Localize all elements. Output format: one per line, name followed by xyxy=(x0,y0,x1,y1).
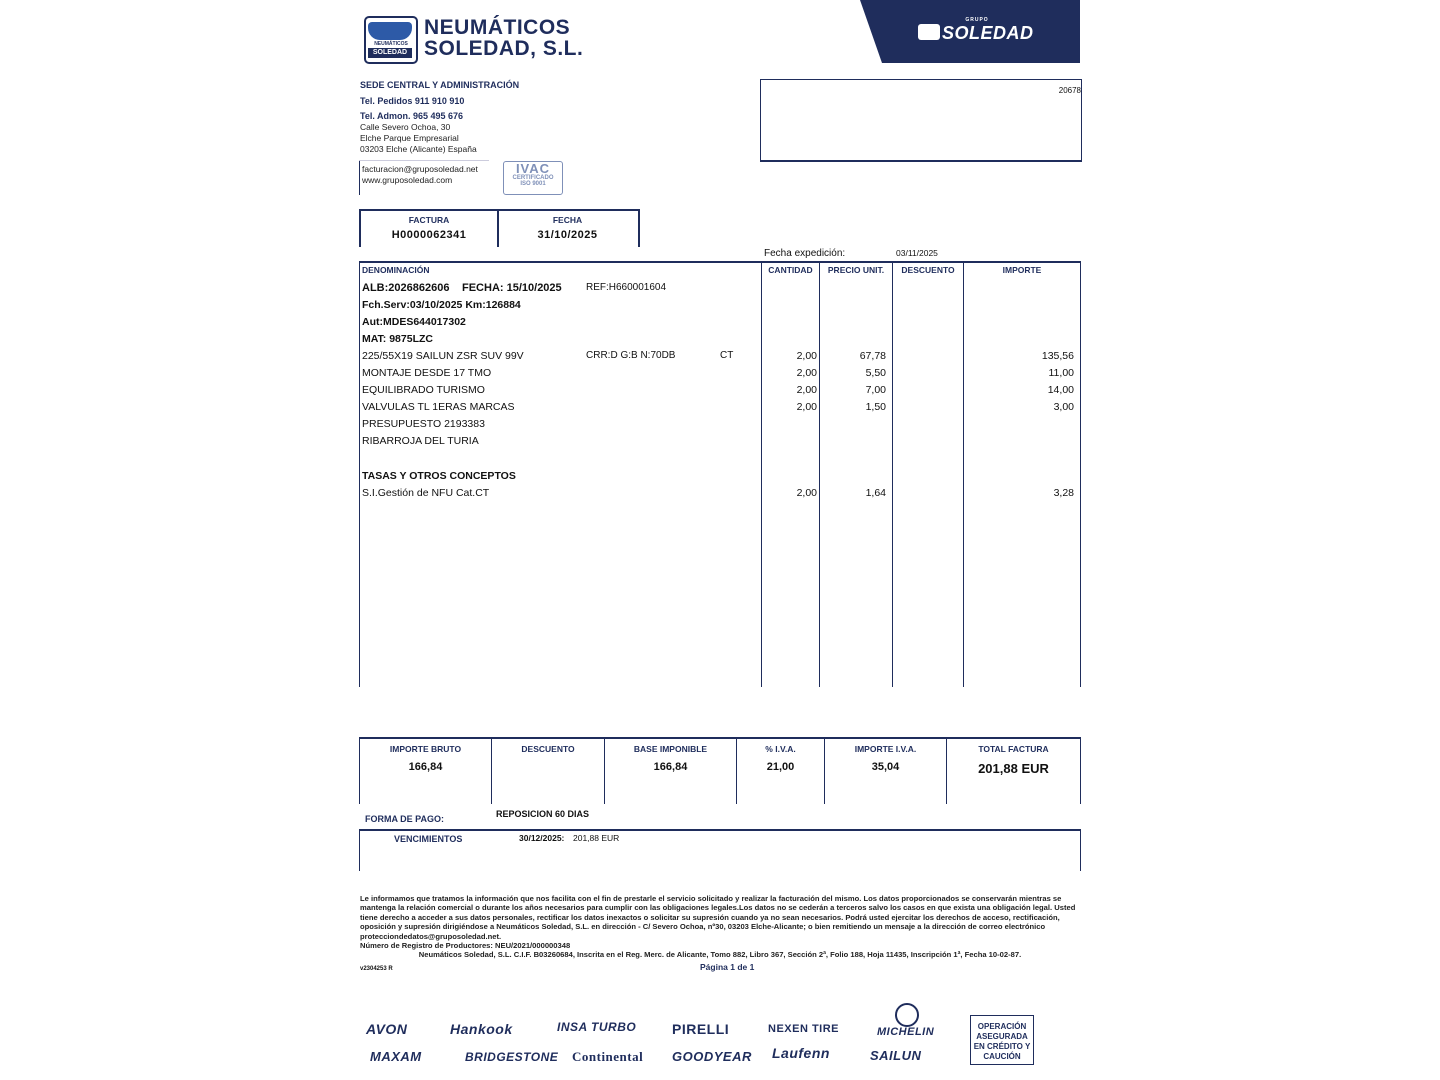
client-box xyxy=(760,79,1082,162)
brand-hankook: Hankook xyxy=(450,1021,513,1037)
base-label: BASE IMPONIBLE xyxy=(633,744,708,754)
iso-top: IVAC xyxy=(515,161,551,176)
email-link[interactable]: facturacion@gruposoledad.net xyxy=(362,164,478,174)
legal-notice xyxy=(360,894,1080,960)
brand-michelin: MICHELIN xyxy=(877,1026,935,1038)
total-label: TOTAL FACTURA xyxy=(978,744,1049,754)
base-value: 166,84 xyxy=(653,761,688,773)
address-line2: Elche Parque Empresarial xyxy=(360,133,459,143)
autorizacion: Aut:MDES644017302 xyxy=(362,316,466,328)
forma-pago-label: FORMA DE PAGO: xyxy=(365,814,444,824)
brand-continental: Continental xyxy=(572,1049,644,1064)
address-line1: Calle Severo Ochoa, 30 xyxy=(360,122,451,132)
group-eagle-icon xyxy=(918,24,940,40)
item-amount: 14,00 xyxy=(1047,384,1074,396)
item-qty: 2,00 xyxy=(796,384,817,396)
page-number: Página 1 de 1 xyxy=(700,962,755,972)
item-price: 1,50 xyxy=(865,401,886,413)
factura-box xyxy=(359,209,499,247)
vencimiento-date: 30/12/2025: xyxy=(519,833,565,843)
col-importe: IMPORTE xyxy=(1002,265,1042,275)
web-link[interactable]: www.gruposoledad.com xyxy=(362,175,453,185)
version-code: v2304253 R xyxy=(360,966,393,972)
brand-goodyear: GOODYEAR xyxy=(672,1049,752,1064)
item-desc: EQUILIBRADO TURISMO xyxy=(362,384,485,396)
expedicion-value: 03/11/2025 xyxy=(896,248,938,258)
item-desc: PRESUPUESTO 2193383 xyxy=(362,418,485,430)
item-desc: VALVULAS TL 1ERAS MARCAS xyxy=(362,401,515,413)
tel-admon: Tel. Admon. 965 495 676 xyxy=(360,111,464,121)
forma-pago-value: REPOSICION 60 DIAS xyxy=(496,809,590,819)
brand-maxxam: MAXAM xyxy=(370,1049,422,1064)
item-price: 7,00 xyxy=(865,384,886,396)
vencimiento-amount: 201,88 EUR xyxy=(573,833,620,843)
iva-label: IMPORTE I.V.A. xyxy=(854,744,917,754)
item-amount: 135,56 xyxy=(1041,350,1074,362)
logo-text-top: NEUMÁTICOS xyxy=(374,41,408,47)
michelin-bibendum-icon xyxy=(895,1003,919,1027)
logo-wave-icon xyxy=(368,22,412,40)
sede-label: SEDE CENTRAL Y ADMINISTRACIÓN xyxy=(360,80,520,90)
brand-bridgestone: BRIDGESTONE xyxy=(465,1050,559,1064)
group-logo xyxy=(918,17,1036,44)
item-amount: 3,00 xyxy=(1053,401,1074,413)
tasa-price: 1,64 xyxy=(865,487,886,499)
col-precio: PRECIO UNIT. xyxy=(827,265,885,275)
brand-insa-turbo: INSA TURBO xyxy=(557,1020,637,1034)
matricula: MAT: 9875LZC xyxy=(362,333,433,345)
address-line3: 03203 Elche (Alicante) España xyxy=(360,144,477,154)
item-qty: 2,00 xyxy=(796,350,817,362)
item-price: 5,50 xyxy=(865,367,886,379)
albaran-ref: REF:H660001604 xyxy=(586,282,667,293)
tel-pedidos: Tel. Pedidos 911 910 910 xyxy=(360,96,465,106)
brand-nexen: NEXEN TIRE xyxy=(768,1023,840,1035)
item-amount: 11,00 xyxy=(1048,367,1074,379)
col-cantidad: CANTIDAD xyxy=(768,265,813,275)
expedicion-label: Fecha expedición: xyxy=(764,248,846,259)
brand-pirelli: PIRELLI xyxy=(672,1021,730,1037)
item-code: CT xyxy=(720,350,734,361)
company-name xyxy=(424,17,583,59)
brand-sailun: SAILUN xyxy=(870,1048,922,1063)
item-extra: CRR:D G:B N:70DB xyxy=(586,350,676,361)
group-name: SOLEDAD xyxy=(942,23,1034,43)
registro-productores: Número de Registro de Productores: NEU/2021/000000348 xyxy=(360,941,571,951)
fecha-box xyxy=(497,209,640,247)
brand-avon: AVON xyxy=(366,1021,408,1037)
brand-laufenn: Laufenn xyxy=(772,1045,830,1061)
company-name-line2: SOLEDAD, S.L. xyxy=(424,37,584,60)
registro-mercantil: Neumáticos Soledad, S.L. C.I.F. B03260684, Inscrita en el Reg. Merc. de Alicante, Tomo 882, Libro 367, Sección 2ª, Folio 188, Hoja 11435, Inscripción 1ª, Fecha 10-02-87. xyxy=(418,950,1022,960)
client-number: 20678 xyxy=(1058,86,1081,95)
descuento-label: DESCUENTO xyxy=(521,744,575,754)
item-price: 67,78 xyxy=(859,350,886,362)
iso-mid: CERTIFICADO xyxy=(512,175,554,181)
group-small-label: GRUPO xyxy=(965,17,989,23)
tasa-qty: 2,00 xyxy=(796,487,817,499)
fecha-label: FECHA xyxy=(552,215,583,225)
tasas-title: TASAS Y OTROS CONCEPTOS xyxy=(362,470,516,482)
item-qty: 2,00 xyxy=(796,367,817,379)
company-name-line1: NEUMÁTICOS xyxy=(424,16,571,39)
albaran-fecha: FECHA: 15/10/2025 xyxy=(462,282,562,294)
factura-value: H0000062341 xyxy=(391,229,467,241)
fecha-value: 31/10/2025 xyxy=(537,229,598,241)
total-value: 201,88 EUR xyxy=(978,761,1049,776)
col-denominacion: DENOMINACIÓN xyxy=(362,265,430,275)
iso-certificate-badge xyxy=(503,161,563,195)
iva-value: 35,04 xyxy=(871,761,900,773)
albaran: ALB:2026862606 xyxy=(362,282,450,294)
tasa-desc: S.I.Gestión de NFU Cat.CT xyxy=(362,487,490,499)
col-descuento: DESCUENTO xyxy=(901,265,955,275)
item-desc: RIBARROJA DEL TURIA xyxy=(362,435,479,447)
fecha-servicio: Fch.Serv:03/10/2025 Km:126884 xyxy=(362,299,521,311)
vencimientos-label: VENCIMIENTOS xyxy=(394,834,463,844)
bruto-label: IMPORTE BRUTO xyxy=(389,744,462,754)
legal-text: Le informamos que tratamos la información que nos facilita con el fin de prestarle el servicio solicitado y realizar la facturación del mismo. Los datos proporcionados se conservarán mientras se mantenga la relación comercial o durante los años necesarios para cumplir con las obligaciones legales.Los datos no se cederán a terceros salvo los casos en que exista una obligación legal. Usted tiene derecho a acceder a sus datos personales, rectificar los datos inexactos o solicitar su supresión cuando ya no sean necesarios. Podrá usted ejercitar los derechos de acceso, rectificación, oposición y supresión dirigiéndose a Neumáticos Soledad, S.L. en dirección - C/ Severo Ochoa, nº30, 03203 Elche-Alicante; o bien remitiendo un mensaje a la dirección de correo electrónico protecciondedatos@gruposoledad.net. xyxy=(360,894,1076,941)
item-qty: 2,00 xyxy=(796,401,817,413)
credito-caucion-badge: OPERACIÓN ASEGURADA EN CRÉDITO Y CAUCIÓN xyxy=(970,1015,1034,1065)
factura-label: FACTURA xyxy=(408,215,450,225)
bruto-value: 166,84 xyxy=(408,761,443,773)
item-desc: MONTAJE DESDE 17 TMO xyxy=(362,367,492,379)
company-logo xyxy=(364,16,418,64)
tasa-amount: 3,28 xyxy=(1053,487,1074,499)
iva-pct-value: 21,00 xyxy=(766,761,795,773)
logo-text-bottom: SOLEDAD xyxy=(368,48,412,58)
item-desc: 225/55X19 SAILUN ZSR SUV 99V xyxy=(362,350,524,362)
iva-pct-label: % I.V.A. xyxy=(765,744,796,754)
iso-bottom: ISO 9001 xyxy=(520,181,546,187)
